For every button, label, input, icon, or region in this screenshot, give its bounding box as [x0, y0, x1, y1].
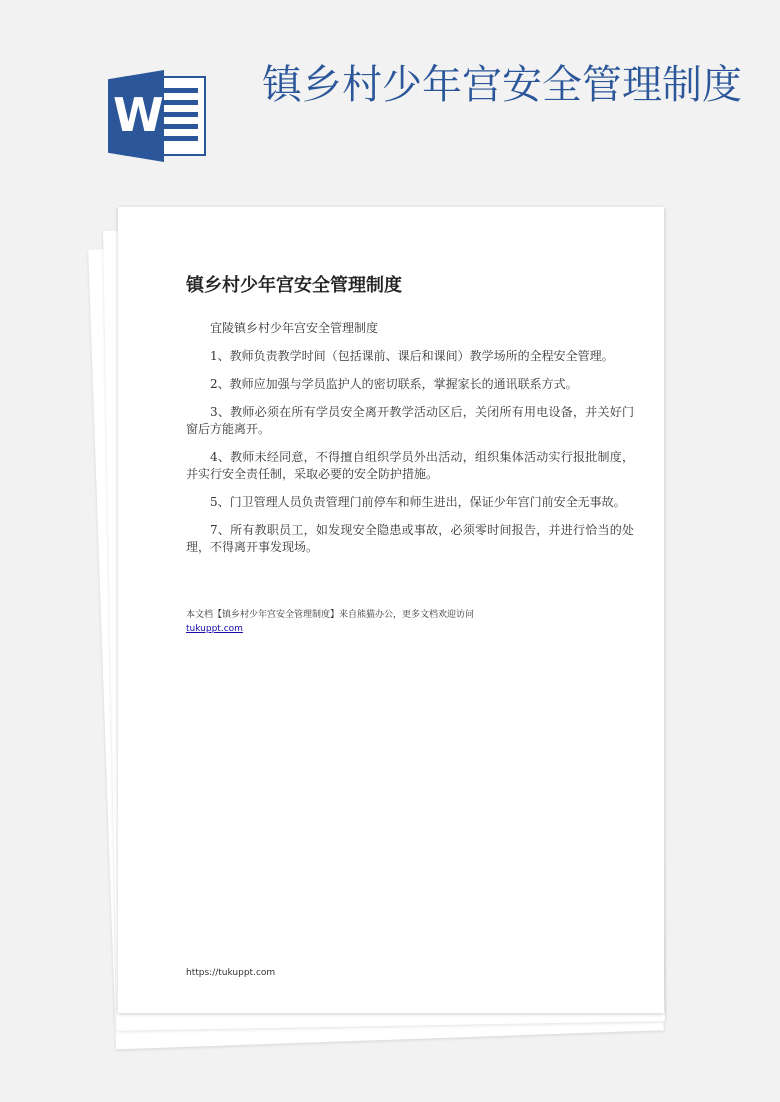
word-logo-letter: W: [113, 88, 164, 142]
document-paragraph: 5、门卫管理人员负责管理门前停车和师生进出，保证少年宫门前安全无事故。: [210, 495, 626, 509]
document-paragraph: 3、教师必须在所有学员安全离开教学活动区后，关闭所有用电设备，并关好门窗后方能离开。: [186, 405, 634, 436]
document-title: 镇乡村少年宫安全管理制度: [186, 275, 402, 296]
footer-url: https://tukuppt.com: [186, 968, 276, 978]
document-paragraph: 2、教师应加强与学员监护人的密切联系，掌握家长的通讯联系方式。: [210, 377, 578, 391]
source-note: 本文档【镇乡村少年宫安全管理制度】来自熊猫办公，更多文档欢迎访问: [186, 610, 475, 620]
document-paragraph: 宜陵镇乡村少年宫安全管理制度: [210, 321, 379, 335]
document-paragraph: 7、所有教职员工，如发现安全隐患或事故，必须零时间报告，并进行恰当的处理，不得离开事发现场。: [186, 523, 634, 554]
document-paragraph: 1、教师负责教学时间（包括课前、课后和课间）教学场所的全程安全管理。: [210, 349, 614, 363]
word-app-icon: [108, 70, 210, 162]
document-paragraph: 4、教师未经同意，不得擅自组织学员外出活动，组织集体活动实行报批制度，并实行安全责任制，采取必要的安全防护措施。: [186, 450, 634, 481]
document-page: [118, 207, 664, 1013]
document-body: [186, 320, 634, 567]
source-link[interactable]: tukuppt.com: [186, 624, 243, 634]
cover-title: 镇乡村少年宫安全管理制度: [262, 62, 742, 108]
